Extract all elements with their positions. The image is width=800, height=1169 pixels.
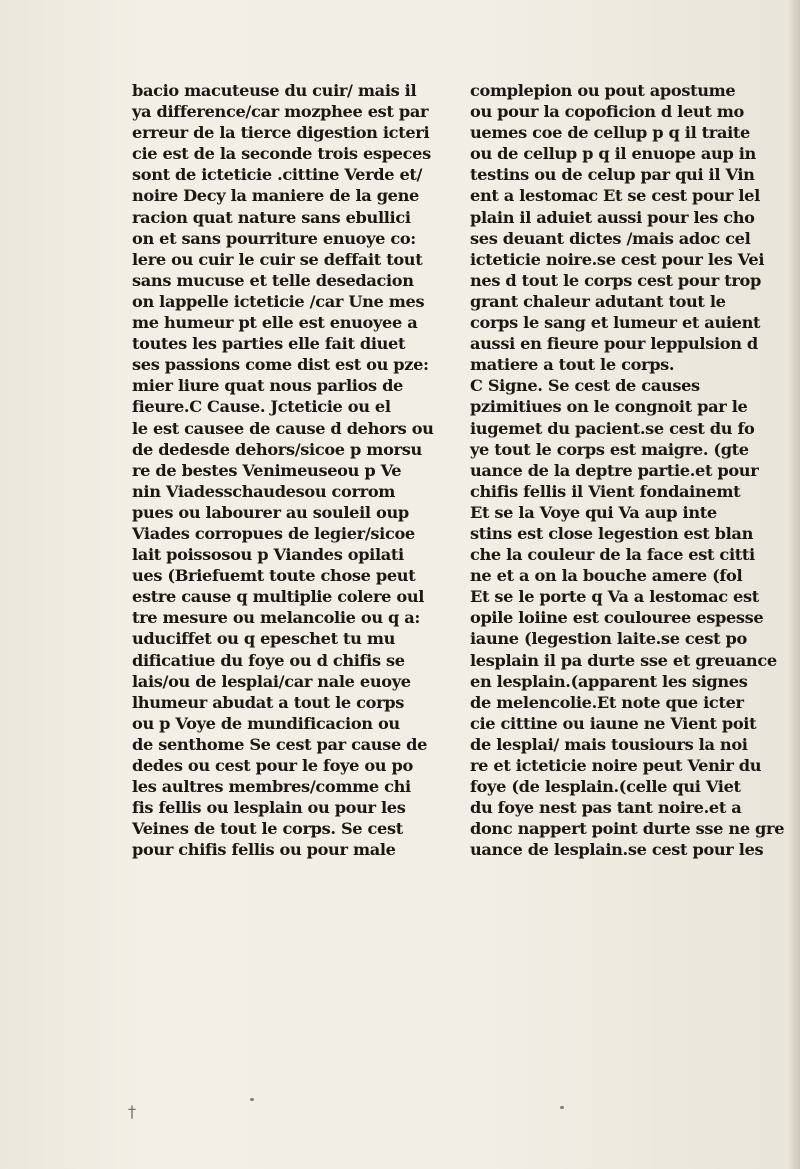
text-line: plain il aduiet aussi pour les cho bbox=[470, 207, 755, 227]
text-line: lere ou cuir le cuir se deffait tout bbox=[132, 249, 423, 269]
text-line: iaune (legestion laite.se cest po bbox=[470, 629, 747, 649]
text-line: uance de lesplain.se cest pour les bbox=[470, 840, 764, 860]
right-text-column bbox=[470, 80, 792, 860]
text-line: re de bestes Venimeuseou p Ve bbox=[132, 460, 402, 480]
text-line: donc nappert point durte sse ne gre bbox=[470, 819, 785, 839]
text-line: complepion ou pout apostume bbox=[470, 81, 736, 100]
text-line: ent a lestomac Et se cest pour lel bbox=[470, 186, 760, 206]
text-line: fieure.C Cause. Jcteticie ou el bbox=[132, 397, 391, 417]
text-line: de melencolie.Et note que icter bbox=[470, 692, 744, 712]
text-line: sans mucuse et telle desedacion bbox=[132, 270, 414, 290]
text-line: lhumeur abudat a tout le corps bbox=[132, 692, 405, 712]
text-line: uance de la deptre partie.et pour bbox=[470, 460, 759, 480]
text-line: estre cause q multiplie colere oul bbox=[132, 587, 425, 607]
text-line: ses passions come dist est ou pze: bbox=[132, 355, 429, 375]
text-line: me humeur pt elle est enuoyee a bbox=[132, 313, 418, 333]
text-line: ou pour la copoficion d leut mo bbox=[470, 102, 744, 122]
text-line: icteticie noire.se cest pour les Vei bbox=[470, 249, 765, 269]
text-line: ues (Briefuemt toute chose peut bbox=[132, 566, 416, 586]
text-line: toutes les parties elle fait diuet bbox=[132, 334, 406, 354]
text-line: lais/ou de lesplai/car nale euoye bbox=[132, 671, 411, 691]
text-line: stins est close legestion est blan bbox=[470, 523, 753, 543]
text-line: ou de cellup p q il enuope aup in bbox=[470, 144, 756, 164]
text-line: erreur de la tierce digestion icteri bbox=[132, 123, 430, 143]
text-line: pzimitiues on le congnoit par le bbox=[470, 397, 748, 417]
text-line: pour chifis fellis ou pour male bbox=[132, 840, 396, 860]
text-line: ne et a on la bouche amere (fol bbox=[470, 566, 743, 586]
text-line: racion quat nature sans ebullici bbox=[132, 207, 411, 227]
text-line: le est causee de cause d dehors ou bbox=[132, 418, 434, 438]
text-line: Et se la Voye qui Va aup inte bbox=[470, 502, 717, 522]
text-line: lait poissosou p Viandes opilati bbox=[132, 545, 404, 565]
text-line: nin Viadesschaudesou corrom bbox=[132, 481, 396, 501]
ink-speck bbox=[250, 1098, 254, 1101]
text-line: matiere a tout le corps. bbox=[470, 355, 675, 375]
text-line: de senthome Se cest par cause de bbox=[132, 734, 428, 754]
ink-speck bbox=[560, 1106, 564, 1109]
margin-mark: † bbox=[128, 1102, 136, 1121]
text-line: du foye nest pas tant noire.et a bbox=[470, 798, 742, 818]
text-line: grant chaleur adutant tout le bbox=[470, 291, 726, 311]
text-line: fis fellis ou lesplain ou pour les bbox=[132, 798, 406, 818]
text-line: iugemet du pacient.se cest du fo bbox=[470, 418, 755, 438]
text-line: sont de icteticie .cittine Verde et/ bbox=[132, 165, 423, 185]
text-line: opile loiine est coulouree espesse bbox=[470, 608, 764, 628]
text-line: ya difference/car mozphee est par bbox=[132, 102, 429, 122]
text-line: C Signe. Se cest de causes bbox=[470, 376, 700, 396]
text-line: foye (de lesplain.(celle qui Viet bbox=[470, 777, 741, 797]
text-line: de dedesde dehors/sicoe p morsu bbox=[132, 439, 422, 459]
text-line: tre mesure ou melancolie ou q a: bbox=[132, 608, 421, 628]
text-line: corps le sang et lumeur et auient bbox=[470, 313, 761, 333]
text-line: ou p Voye de mundificacion ou bbox=[132, 713, 400, 733]
text-line: testins ou de celup par qui il Vin bbox=[470, 165, 755, 185]
text-line: che la couleur de la face est citti bbox=[470, 545, 755, 565]
text-line: on lappelle icteticie /car Une mes bbox=[132, 291, 425, 311]
text-line: cie est de la seconde trois especes bbox=[132, 144, 431, 164]
text-line: nes d tout le corps cest pour trop bbox=[470, 270, 761, 290]
text-line: ses deuant dictes /mais adoc cel bbox=[470, 228, 751, 248]
text-line: cie cittine ou iaune ne Vient poit bbox=[470, 713, 757, 733]
text-line: Viades corropues de legier/sicoe bbox=[132, 523, 415, 543]
text-line: mier liure quat nous parlios de bbox=[132, 376, 403, 396]
text-line: pues ou labourer au souleil oup bbox=[132, 502, 409, 522]
text-line: lesplain il pa durte sse et greuance bbox=[470, 650, 777, 670]
text-line: les aultres membres/comme chi bbox=[132, 777, 411, 797]
text-line: re et icteticie noire peut Venir du bbox=[470, 756, 762, 775]
text-line: aussi en fieure pour leppulsion d bbox=[470, 334, 758, 354]
text-line: Et se le porte q Va a lestomac est bbox=[470, 587, 759, 607]
text-line: chifis fellis il Vient fondainemt bbox=[470, 481, 741, 501]
text-line: uemes coe de cellup p q il traite bbox=[470, 123, 750, 143]
text-line: dedes ou cest pour le foye ou po bbox=[132, 756, 413, 775]
text-line: uduciffet ou q epeschet tu mu bbox=[132, 629, 396, 649]
text-line: ye tout le corps est maigre. (gte bbox=[470, 439, 749, 459]
text-line: on et sans pourriture enuoye co: bbox=[132, 228, 416, 248]
text-line: bacio macuteuse du cuir/ mais il bbox=[132, 81, 417, 100]
text-line: dificatiue du foye ou d chifis se bbox=[132, 650, 405, 670]
left-text-column bbox=[132, 80, 460, 860]
text-line: noire Decy la maniere de la gene bbox=[132, 186, 419, 206]
text-line: Veines de tout le corps. Se cest bbox=[132, 819, 403, 839]
text-line: de lesplai/ mais tousiours la noi bbox=[470, 734, 748, 754]
text-line: en lesplain.(apparent les signes bbox=[470, 671, 748, 691]
